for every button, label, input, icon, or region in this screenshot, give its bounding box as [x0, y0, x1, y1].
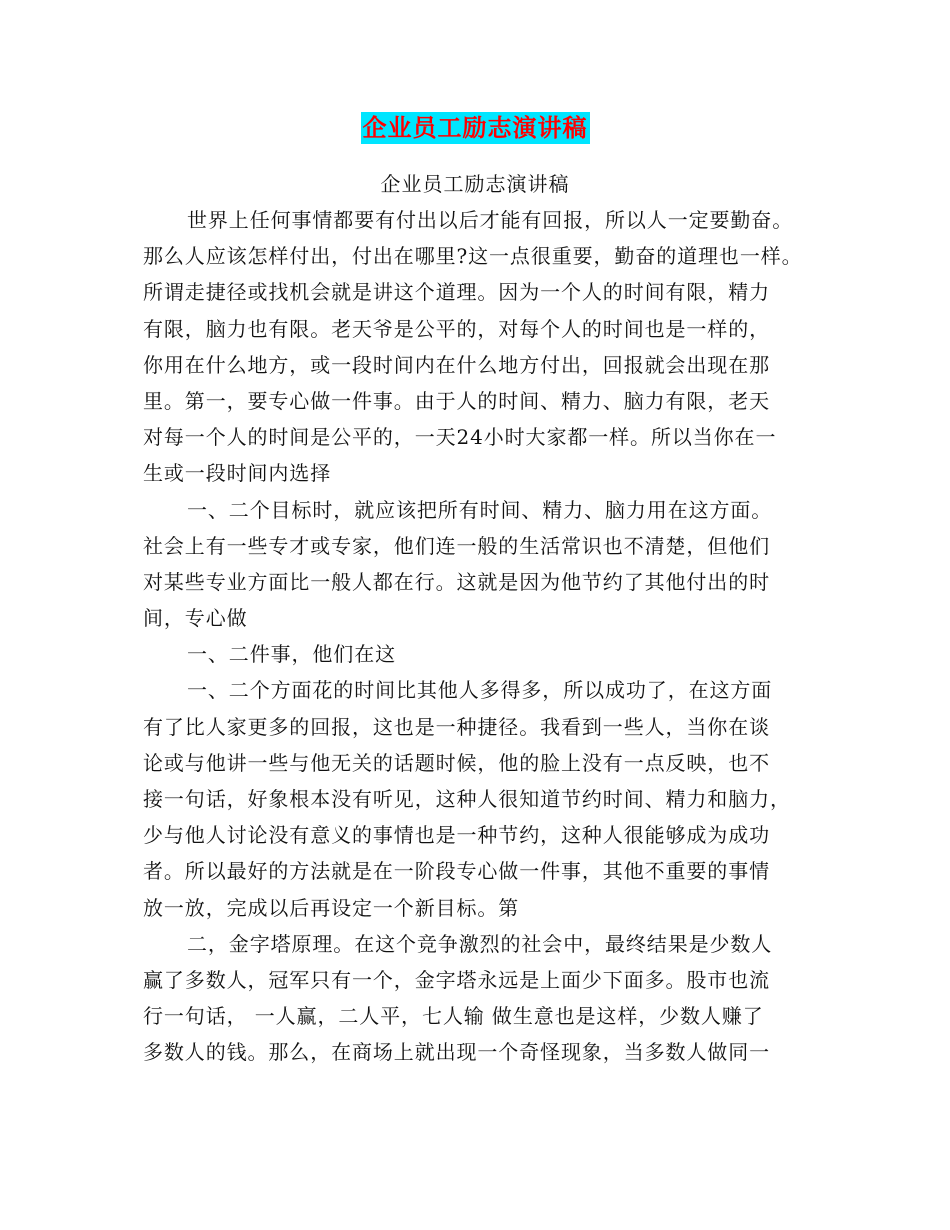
paragraph-line: 间，专心做: [143, 606, 248, 631]
paragraph-line: 赢了多数人，冠军只有一个，金字塔永远是上面少下面多。股市也流: [143, 967, 770, 992]
paragraph-line: 对某些专业方面比一般人都在行。这就是因为他节约了其他付出的时: [143, 569, 770, 594]
paragraph-line: 放一放，完成以后再设定一个新目标。第: [143, 895, 520, 920]
paragraph-line: 对每一个人的时间是公平的，一天24小时大家都一样。所以当你在一: [143, 425, 777, 450]
paragraph-line: 行一句话， 一人赢，二人平，七人输 做生意也是这样，少数人赚了: [143, 1004, 764, 1029]
paragraph-line: 世界上任何事情都要有付出以后才能有回报，所以人一定要勤奋。: [187, 208, 794, 232]
paragraph-line: 那么人应该怎样付出，付出在哪里?这一点很重要，勤奋的道理也一样。: [143, 244, 803, 269]
body-text: [143, 202, 823, 1071]
paragraph-line: 少与他人讨论没有意义的事情也是一种节约，这种人很能够成为成功: [143, 823, 770, 848]
paragraph-line: 接一句话，好象根本没有听见，这种人很知道节约时间、精力和脑力，: [143, 787, 791, 811]
paragraph-line: 所谓走捷径或找机会就是讲这个道理。因为一个人的时间有限，精力: [143, 280, 770, 305]
paragraph-line: 一、二个方面花的时间比其他人多得多，所以成功了，在这方面: [187, 678, 773, 703]
paragraph-line: 社会上有一些专才或专家，他们连一般的生活常识也不清楚，但他们: [143, 533, 770, 558]
paragraph-line: 者。所以最好的方法就是在一阶段专心做一件事，其他不重要的事情: [143, 859, 770, 884]
paragraph-line: 你用在什么地方，或一段时间内在什么地方付出，回报就会出现在那: [143, 352, 770, 377]
paragraph-line: 多数人的钱。那么，在商场上就出现一个奇怪现象，当多数人做同一: [143, 1040, 770, 1065]
paragraph-line: 二，金字塔原理。在这个竞争激烈的社会中，最终结果是少数人: [187, 931, 773, 956]
title-container: [0, 112, 950, 144]
document-title: 企业员工励志演讲稿: [362, 113, 588, 142]
paragraph-line: 一、二件事，他们在这: [187, 642, 396, 667]
paragraph-line: 论或与他讲一些与他无关的话题时候，他的脸上没有一点反映，也不: [143, 750, 770, 775]
paragraph-line: 里。第一，要专心做一件事。由于人的时间、精力、脑力有限，老天: [143, 388, 770, 413]
paragraph-line: 有限，脑力也有限。老天爷是公平的，对每个人的时间也是一样的，: [143, 316, 770, 341]
paragraph-line: 一、二个目标时，就应该把所有时间、精力、脑力用在这方面。: [187, 497, 773, 522]
document-subtitle: 企业员工励志演讲稿: [380, 172, 570, 196]
paragraph-line: 生或一段时间内选择: [143, 461, 332, 486]
paragraph-line: 有了比人家更多的回报，这也是一种捷径。我看到一些人，当你在谈: [143, 714, 770, 739]
